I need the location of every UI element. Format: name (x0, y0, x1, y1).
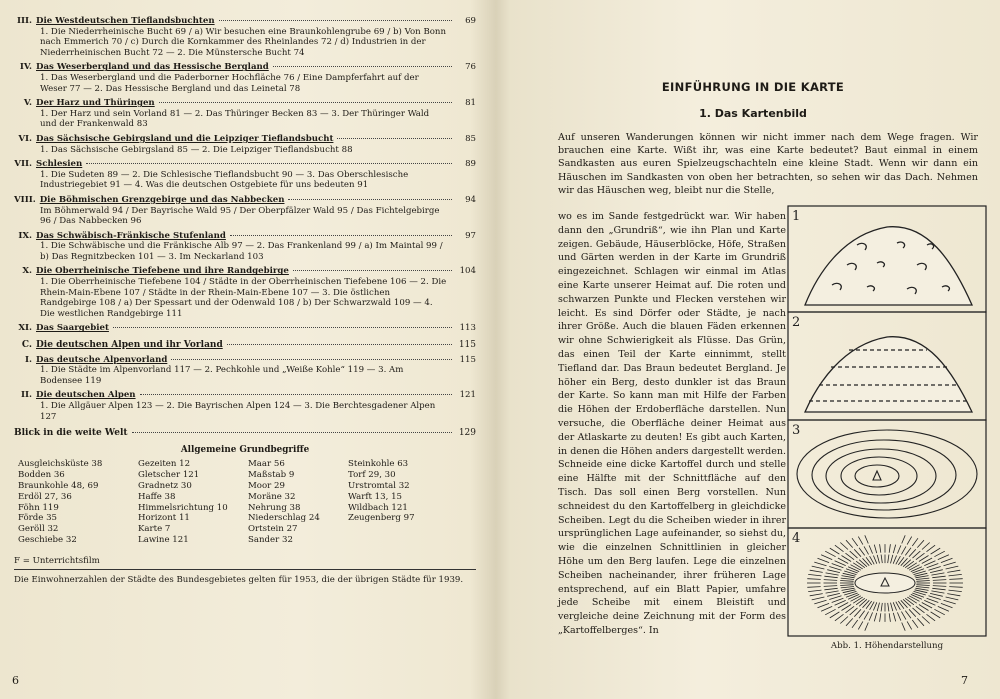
concept-entry: Geröll 32 (18, 524, 59, 535)
concepts-index (14, 459, 476, 545)
toc-section (14, 355, 476, 387)
concept-entry: Horizont 11 (138, 513, 190, 524)
concept-entry: Wildbach 121 (348, 502, 408, 513)
panel-label-3: 3 (792, 423, 801, 438)
concept-entry: Torf 29, 30 (348, 470, 396, 481)
toc-section-page: 89 (465, 159, 476, 170)
hachure-summit (855, 573, 915, 593)
sliced-mountain-sketch (805, 337, 972, 412)
toc-section-page: 115 (459, 354, 476, 365)
toc-section (14, 134, 476, 155)
toc-section-page: 97 (465, 230, 476, 241)
concept-entry: Himmelsrichtung 10 (138, 502, 228, 513)
toc-section-page: 76 (465, 62, 476, 73)
toc-section-num: II. (20, 390, 32, 401)
toc-section-num: I. (24, 354, 32, 365)
toc-section-body: Im Böhmerwald 94 / Der Bayrische Wald 95 / Der Oberpfälzer Wald 95 / Das Fichtelgebirge 96 / Das Nabbecken 96 (40, 205, 440, 227)
concept-entry: Sander 32 (248, 534, 293, 545)
concept-entry: Moor 29 (248, 480, 285, 491)
toc-section-body: 1. Die Oberrheinische Tiefebene 104 / Städte in der Oberrheinischen Tiefebene 106 — 2. Die Rhein-Main-Ebene 107 / Städte in der Rhein-Main-Ebene 107 — 3. Die östlichen Randgebirge 108 / a) Der Spessart und der Odenwald 108 / b) Der Schwarzwald 109 — 4. Die westlichen Randgebirge 111 (40, 277, 447, 319)
toc-section-body: 1. Das Weserbergland und die Paderborner Hochfläche 76 / Eine Dampferfahrt auf der Weser 77 — 2. Das Hessische Bergland und das Leinetal 78 (40, 72, 419, 94)
toc-section (14, 195, 476, 227)
concepts-column (248, 459, 348, 545)
toc-section-num: VI. (18, 133, 32, 144)
right-page (506, 0, 1000, 699)
toc-section-num: V. (23, 98, 32, 109)
concept-entry: Zeugenberg 97 (348, 513, 415, 524)
toc-section (14, 159, 476, 191)
article-subheading: 1. Das Kartenbild (699, 107, 807, 120)
page-number-right: 7 (961, 674, 968, 687)
mountain-sketch (805, 227, 972, 305)
left-page (0, 0, 494, 699)
toc-section (14, 390, 476, 422)
toc-section-body: 1. Die Sudeten 89 — 2. Die Schlesische Tieflandsbucht 90 — 3. Das Oberschlesische Industriegebiet 91 — 4. Was die deutschen Ostgebiete für uns bedeuten 91 (40, 169, 409, 191)
concept-entry: Gletscher 121 (138, 470, 200, 481)
page-number-left: 6 (12, 674, 19, 687)
toc-section-page: 104 (459, 266, 476, 277)
toc-section-title: Das Saargebiet (36, 323, 109, 334)
toc-section-page: 121 (459, 390, 476, 401)
toc-section-num: VIII. (14, 194, 36, 205)
toc-section-title: Schlesien (36, 159, 83, 170)
elevation-diagram (787, 205, 987, 637)
population-note: Die Einwohnerzahlen der Städte des Bundesgebietes gelten für 1953, die der übrigen Städte für 1939. (14, 575, 464, 586)
toc-section (14, 98, 476, 130)
concept-entry: Gezeiten 12 (138, 459, 191, 470)
concepts-column (18, 459, 138, 545)
toc-section (14, 323, 476, 334)
concept-entry: Ortstein 27 (248, 524, 298, 535)
toc-section (14, 16, 476, 58)
toc-section (14, 266, 476, 319)
toc-section-body: 1. Die Allgäuer Alpen 123 — 2. Die Bayrischen Alpen 124 — 3. Die Berchtesgadener Alpen 127 (40, 401, 436, 422)
figure-caption: Abb. 1. Höhendarstellung (830, 641, 944, 651)
toc-section (14, 62, 476, 94)
toc-section (14, 231, 476, 263)
contour-map (797, 430, 977, 518)
toc-section-title: Die deutschen Alpen (36, 390, 136, 401)
concept-entry: Ausgleichsküste 38 (18, 459, 103, 470)
concept-entry: Förde 35 (18, 513, 58, 524)
toc-part-page: 115 (458, 340, 476, 351)
toc-part-c (14, 340, 476, 351)
concept-entry: Lawine 121 (138, 534, 189, 545)
toc-part-num: C. (21, 340, 32, 351)
panel-label-4: 4 (792, 531, 801, 546)
toc-section-body: 1. Die Städte im Alpenvorland 117 — 2. Pechkohle und „Weiße Kohle“ 119 — 3. Am Bodensee 119 (40, 365, 404, 386)
concept-entry: Gradnetz 30 (138, 480, 192, 491)
concept-entry: Erdöl 27, 36 (18, 491, 72, 502)
toc-section-num: VII. (14, 159, 32, 170)
elevation-figure (787, 205, 987, 657)
concept-entry: Haffe 38 (138, 491, 176, 502)
concept-entry: Niederschlag 24 (248, 513, 320, 524)
concept-entry: Moräne 32 (248, 491, 296, 502)
concept-entry: Nehrung 38 (248, 502, 301, 513)
divider (14, 569, 476, 570)
toc-blick (14, 428, 476, 439)
toc-part-title: Die deutschen Alpen und ihr Vorland (36, 340, 223, 351)
toc-section-title: Der Harz und Thüringen (36, 98, 155, 109)
toc-section-body: 1. Das Sächsische Gebirgsland 85 — 2. Die Leipziger Tieflandsbucht 88 (40, 144, 353, 155)
concepts-title: Allgemeine Grundbegriffe (180, 444, 310, 455)
concept-entry: Bodden 36 (18, 470, 65, 481)
toc-section-page: 81 (465, 98, 476, 109)
concept-entry: Steinkohle 63 (348, 459, 409, 470)
toc-section-num: IX. (18, 230, 32, 241)
article-column: wo es im Sande festgedrückt war. Wir haben dann den „Grundriß“, wie ihn Plan und Karte zeigen. Gebäude, Häuserblöcke, Höfe, Straßen und Gärten werden in der Karte im Grundriß eingezeichnet. Schlagen wir einmal im Atlas eine Karte unserer Heimat auf. Die roten und schwarzen Punkte und Flecken verstehen wir leicht. Es sind Dörfer oder Städte, je nach ihrer Größe. Auch die blauen Fäden erkennen wir ohne Schwierigkeit als Flüsse. Das Grün, das einen Teil der Karte einnimmt, stellt Tiefland dar. Das Braun bedeutet Bergland. Je höher ein Berg, desto dunkler ist das Braun der Karte. So kann man mit Hilfe der Farben die Höhen der Erdoberfläche darstellen. Nun versuche, die Oberfläche deiner Heimat aus der Atlaskarte zu deuten! Es gibt auch Karten, in denen die Höhen anders dargestellt werden. Schneide eine dicke Kartoffel durch und stelle eine Hälfte mit der Schnittfläche auf den Tisch. Das soll einen Berg vorstellen. Nun schneidest du den Kartoffelberg in gleichdicke Scheiben. Legt du die Scheiben wieder in ihrer ursprünglichen Lage aufeinander, so siehst du, wie die einzelnen Schnittlinien in gleicher Höhe um den Berg laufen. Lege die einzelnen Scheiben nacheinander, ihrer früheren Lage entsprechend, auf ein Blatt Papier, umfahre jede Scheibe mit einem Bleistift und vergleiche deine Zeichnung mit der Form des „Kartoffelberges“. In (558, 211, 786, 636)
toc-section-title: Das deutsche Alpenvorland (36, 354, 168, 365)
toc-section-title: Das Schwäbisch-Fränkische Stufenland (36, 230, 226, 241)
toc-section-title: Die Böhmischen Grenzgebirge und das Nabbecken (39, 194, 285, 205)
article-intro: Auf unseren Wanderungen können wir nicht immer nach dem Wege fragen. Wir brauchen eine Karte. Wißt ihr, was eine Karte bedeutet? Baut einmal in einem Sandkasten aus euren Spielzeugschachteln eine kleine Stadt. Wenn wir dann ein Häuschen im Sandkasten von oben her betrachten, so sehen wir das Dach. Nehmen wir das Häuschen weg, bleibt nur die Stelle, (558, 132, 978, 196)
toc-section-num: III. (16, 16, 32, 26)
panel-label-1: 1 (792, 209, 801, 224)
concept-entry: Maßstab 9 (248, 470, 295, 481)
toc-section-body: 1. Der Harz und sein Vorland 81 — 2. Das Thüringer Becken 83 — 3. Der Thüringer Wald und der Frankenwald 83 (40, 108, 430, 130)
toc-section-num: X. (22, 266, 32, 277)
toc-section-title: Das Sächsische Gebirgsland und die Leipziger Tieflandsbucht (36, 133, 334, 144)
toc-section-body: 1. Die Niederrheinische Bucht 69 / a) Wir besuchen eine Braunkohlengrube 69 / b) Von Bonn nach Emmerich 70 / c) Durch die Kornkammer des Rheinlandes 72 / d) Industrien in der Niederrheinischen Bucht 72 — 2. Die Münstersche Bucht 74 (40, 26, 447, 58)
table-of-contents (14, 16, 476, 586)
toc-blick-title: Blick in die weite Welt (14, 428, 128, 439)
concept-entry: Braunkohle 48, 69 (18, 480, 99, 491)
toc-section-page: 113 (459, 323, 476, 334)
toc-section-num: IV. (19, 62, 32, 73)
concepts-column (348, 459, 468, 545)
toc-section-num: XI. (18, 323, 32, 334)
toc-section-page: 69 (465, 16, 476, 26)
panel-label-2: 2 (792, 315, 801, 330)
toc-section-page: 94 (465, 194, 476, 205)
concept-entry: Geschiebe 32 (18, 534, 77, 545)
toc-blick-page: 129 (458, 428, 476, 439)
toc-section-title: Das Weserbergland und das Hessische Bergland (36, 62, 269, 73)
concept-entry: Warft 13, 15 (348, 491, 403, 502)
concept-entry: Urstromtal 32 (348, 480, 410, 491)
film-note: F = Unterrichtsfilm (14, 555, 100, 566)
toc-section-title: Die Oberrheinische Tiefebene und ihre Randgebirge (36, 266, 289, 277)
concept-entry: Karte 7 (138, 524, 171, 535)
concept-entry: Föhn 119 (18, 502, 59, 513)
toc-section-body: 1. Die Schwäbische und die Fränkische Alb 97 — 2. Das Frankenland 99 / a) Im Maintal 99 / b) Das Regnitzbecken 101 — 3. Im Neckarland 103 (40, 241, 443, 262)
concepts-column (138, 459, 248, 545)
toc-section-page: 85 (465, 133, 476, 144)
article-heading: EINFÜHRUNG IN DIE KARTE (661, 80, 845, 94)
concept-entry: Maar 56 (248, 459, 285, 470)
toc-section-title: Die Westdeutschen Tieflandsbuchten (36, 16, 215, 26)
